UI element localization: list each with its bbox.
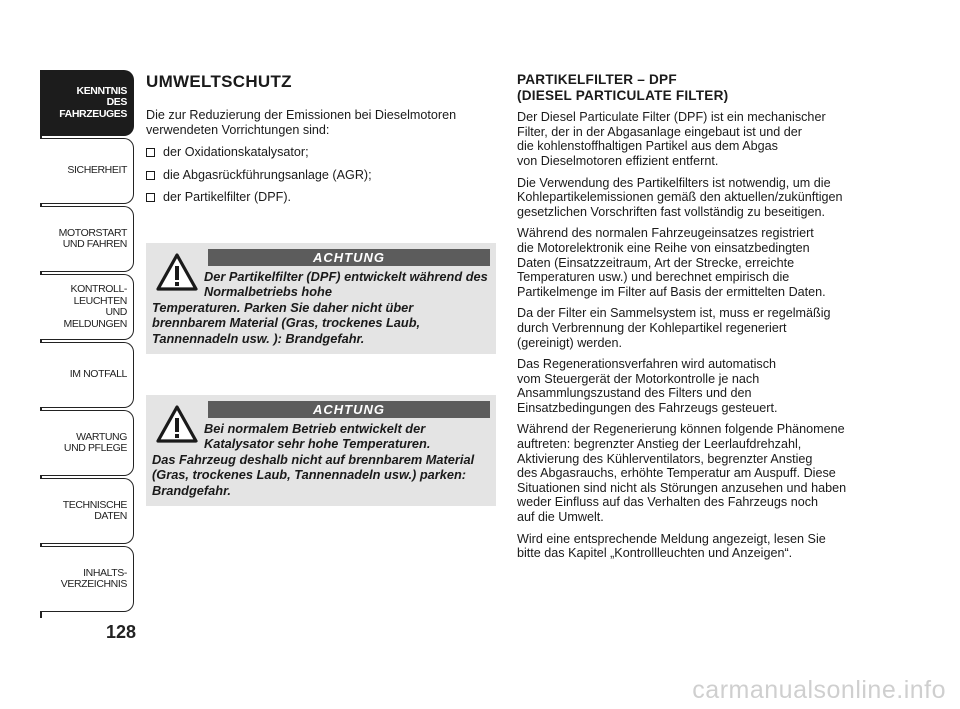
tab-inhaltsverzeichnis[interactable]: INHALTS- VERZEICHNIS xyxy=(40,546,134,612)
section-title: UMWELTSCHUTZ xyxy=(146,72,292,91)
warning-triangle-icon xyxy=(155,404,199,444)
warning-heading: ACHTUNG xyxy=(208,249,490,266)
tab-technische-daten[interactable]: TECHNISCHE DATEN xyxy=(40,478,134,544)
checkbox-bullet-icon xyxy=(146,193,155,202)
left-column xyxy=(146,72,496,213)
tab-sicherheit[interactable]: SICHERHEIT xyxy=(40,138,134,204)
tab-wartung-und-pflege[interactable]: WARTUNG UND PFLEGE xyxy=(40,410,134,476)
warning-text-rest: Das Fahrzeug deshalb nicht auf brennbarem Material (Gras, trockenes Laub, Tannennadeln usw.) parken: Brandgefahr. xyxy=(152,451,475,498)
dpf-heading-line2: (DIESEL PARTICULATE FILTER) xyxy=(517,87,729,103)
list-item-label: der Oxidationskatalysator; xyxy=(163,145,309,160)
warning-text xyxy=(152,421,490,498)
tab-kenntnis-des-fahrzeuges[interactable]: KENNTNIS DES FAHRZEUGES xyxy=(40,70,134,136)
checkbox-bullet-icon xyxy=(146,171,155,180)
paragraph: Die Verwendung des Partikelfilters ist notwendig, um die Kohlepartikelemissionen gemäß den aktuellen/zukünftigen gesetzlichen Vorschriften fast vollständig zu beseitigen. xyxy=(517,175,843,219)
intro-text: Die zur Reduzierung der Emissionen bei Dieselmotoren verwendeten Vorrichtungen sind: xyxy=(146,108,457,137)
list-item xyxy=(146,168,496,183)
paragraph: Der Diesel Particulate Filter (DPF) ist ein mechanischer Filter, der in der Abgasanlage eingebaut ist und der die kohlenstoffhaltigen Partikel aus dem Abgas von Dieselmotoren effizient entfernt. xyxy=(517,110,826,168)
page-number: 128 xyxy=(105,622,136,642)
paragraph: Da der Filter ein Sammelsystem ist, muss er regelmäßig durch Verbrennung der Kohlepartikel regeneriert (gereinigt) werden. xyxy=(517,306,831,350)
warning-heading: ACHTUNG xyxy=(208,401,490,418)
warning-text xyxy=(152,269,490,346)
dpf-heading xyxy=(517,72,867,103)
watermark: carmanualsonline.info xyxy=(692,676,946,704)
paragraph: Wird eine entsprechende Meldung angezeigt, lesen Sie bitte das Kapitel „Kontrollleuchten und Anzeigen“. xyxy=(517,531,826,561)
tab-im-notfall[interactable]: IM NOTFALL xyxy=(40,342,134,408)
device-list xyxy=(146,145,496,205)
paragraph: Während des normalen Fahrzeugeinsatzes registriert die Motorelektronik eine Reihe von einsatzbedingten Daten (Einsatzzeitraum, Art der Strecke, erreichte Temperaturen usw.) und berechnet empirisch die Partikelmenge im Filter auf Basis der ermittelten Daten. xyxy=(517,226,826,299)
checkbox-bullet-icon xyxy=(146,148,155,157)
tab-kontrollleuchten-und-meldungen[interactable]: KONTROLL- LEUCHTEN UND MELDUNGEN xyxy=(40,274,134,340)
warning-text-indented: Bei normalem Betrieb entwickelt der Katalysator sehr hohe Temperaturen. xyxy=(204,421,431,452)
list-item-label: der Partikelfilter (DPF). xyxy=(163,190,292,205)
list-item xyxy=(146,145,496,160)
warning-text-rest: Temperaturen. Parken Sie daher nicht über brennbarem Material (Gras, trockenes Laub, Tannennadeln usw. ): Brandgefahr. xyxy=(152,299,421,346)
paragraph: Das Regenerationsverfahren wird automatisch vom Steuergerät der Motorkontrolle je nach Ansammlungszustand des Filters und den Einsatzbedingungen des Fahrzeugs gesteuert. xyxy=(517,357,778,415)
list-item xyxy=(146,190,496,205)
warning-box-catalyst xyxy=(146,395,496,506)
warning-triangle-icon xyxy=(155,252,199,292)
warning-box-dpf xyxy=(146,243,496,354)
warning-text-indented: Der Partikelfilter (DPF) entwickelt während des Normalbetriebs hohe xyxy=(204,269,488,300)
right-column xyxy=(517,72,867,568)
dpf-heading-line1: PARTIKELFILTER – DPF xyxy=(517,72,677,87)
paragraph: Während der Regenerierung können folgende Phänomene auftreten: begrenzter Anstieg der Leerlaufdrehzahl, Aktivierung des Kühlerventilators, begrenzter Anstieg des Abgasrauchs, erhöhte Temperatur am Auspuff. Diese Situationen sind nicht als Störungen anzusehen und haben weder Einfluss auf das Verhalten des Fahrzeugs noch auf die Umwelt. xyxy=(517,422,847,525)
list-item-label: die Abgasrückführungsanlage (AGR); xyxy=(163,167,372,182)
tab-motorstart-und-fahren[interactable]: MOTORSTART UND FAHREN xyxy=(40,206,134,272)
